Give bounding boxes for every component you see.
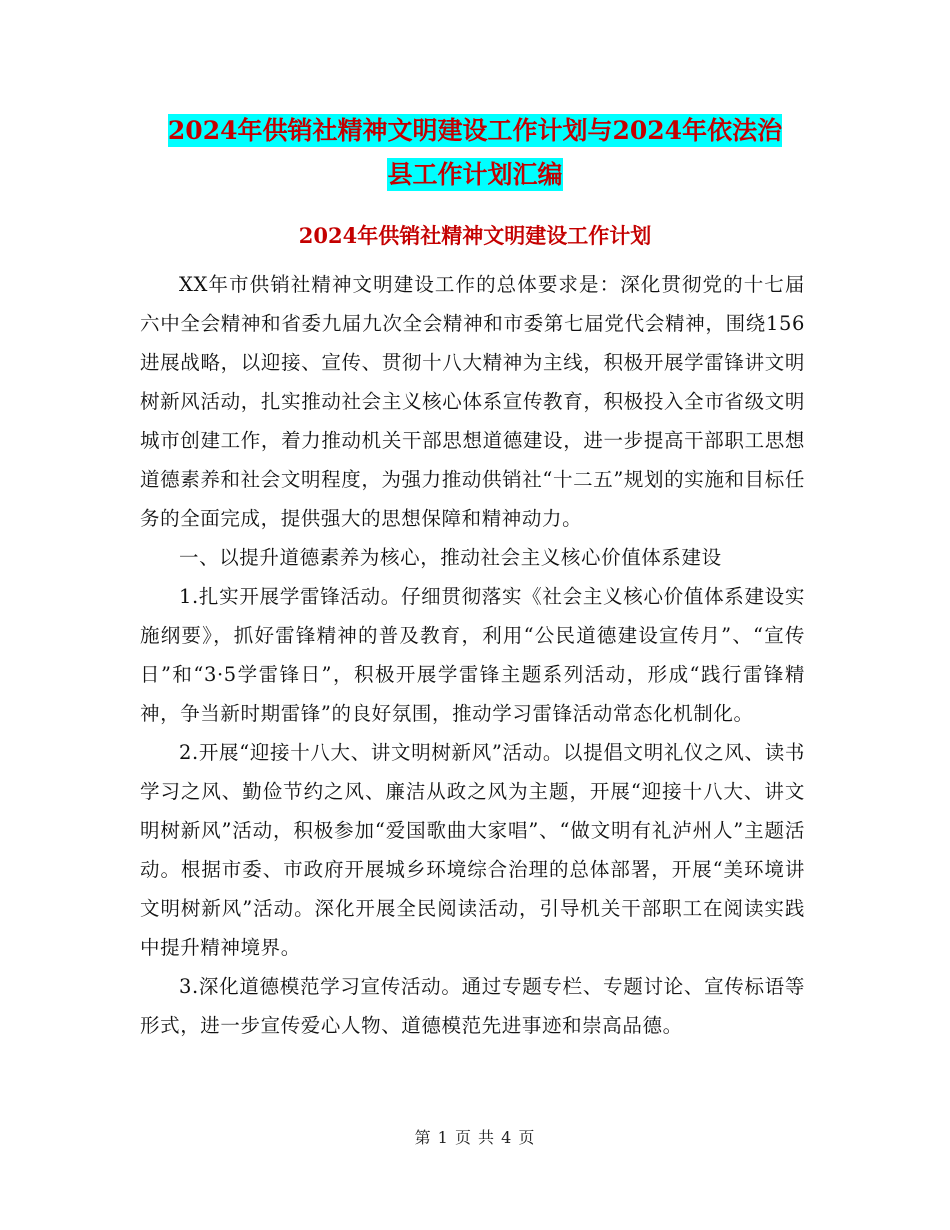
section-title: 2024年供销社精神文明建设工作计划 — [298, 223, 652, 248]
page-footer — [0, 1125, 950, 1148]
title-highlight: 2024年供销社精神文明建设工作计划与2024年依法治 — [167, 116, 783, 145]
paragraph-intro: XX年市供销社精神文明建设工作的总体要求是：深化贯彻党的十七届六中全会精神和省委九届九次全会精神和市委第七届党代会精神，围绕156进展战略，以迎接、宣传、贯彻十八大精神为主线，积极开展学雷锋讲文明树新风活动，扎实推动社会主义核心体系宣传教育，积极投入全市省级文明城市创建工作，着力推动机关干部思想道德建设，进一步提高干部职工思想道德素养和社会文明程度，为强力推动供销社“十二五”规划的实施和目标任务的全面完成，提供强大的思想保障和精神动力。 — [140, 273, 805, 530]
document-body — [140, 265, 805, 1045]
document-title-line-2 — [140, 150, 810, 200]
paragraph-item-3: 3.深化道德模范学习宣传活动。通过专题专栏、专题讨论、宣传标语等形式，进一步宣传爱心人物、道德模范先进事迹和崇高品德。 — [140, 975, 805, 1037]
document-title-line-1 — [140, 106, 810, 156]
paragraph-item-2: 2.开展“迎接十八大、讲文明树新风”活动。以提倡文明礼仪之风、读书学习之风、勤俭节约之风、廉洁从政之风为主题，开展“迎接十八大、讲文明树新风”活动，积极参加“爱国歌曲大家唱”、“做文明有礼泸州人”主题活动。根据市委、市政府开展城乡环境综合治理的总体部署，开展“美环境讲文明树新风”活动。深化开展全民阅读活动，引导机关干部职工在阅读实践中提升精神境界。 — [140, 741, 805, 959]
page-number: 第 1 页 共 4 页 — [414, 1128, 536, 1147]
paragraph-item-1: 1.扎实开展学雷锋活动。仔细贯彻落实《社会主义核心价值体系建设实施纲要》，抓好雷锋精神的普及教育，利用“公民道德建设宣传月”、“宣传日”和“3·5学雷锋日”，积极开展学雷锋主题系列活动，形成“践行雷锋精神，争当新时期雷锋”的良好氛围，推动学习雷锋活动常态化机制化。 — [140, 585, 805, 725]
paragraph-heading-1: 一、以提升道德素养为核心，推动社会主义核心价值体系建设 — [179, 546, 722, 569]
title-highlight: 县工作计划汇编 — [387, 160, 563, 189]
